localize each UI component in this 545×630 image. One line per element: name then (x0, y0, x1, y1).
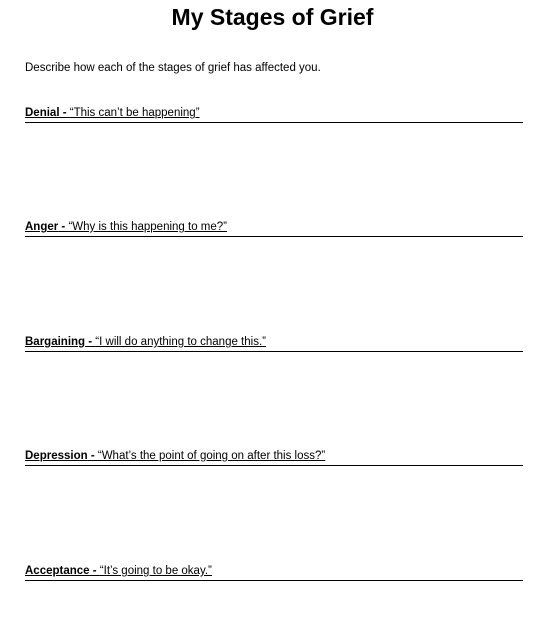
stage-acceptance-quote: “It’s going to be okay.” (99, 565, 212, 577)
stage-anger-separator: - (58, 221, 69, 233)
stage-denial-separator: - (59, 107, 70, 119)
stage-denial-name: Denial (25, 107, 60, 119)
stage-anger-line (25, 220, 523, 237)
stage-depression-line (25, 449, 523, 466)
stage-acceptance-name: Acceptance (25, 565, 90, 577)
stage-acceptance-prompt (25, 564, 212, 579)
stage-bargaining-name: Bargaining (25, 336, 86, 348)
stage-depression-quote: “What’s the point of going on after this loss?” (97, 450, 326, 462)
stage-bargaining-separator: - (85, 336, 96, 348)
instructions-text: Describe how each of the stages of grief has affected you. (25, 62, 321, 74)
stage-acceptance-separator: - (89, 565, 100, 577)
stage-depression-separator: - (87, 450, 98, 462)
stage-denial-prompt (25, 106, 200, 121)
stage-denial-quote: “This can’t be happening” (69, 107, 200, 119)
stage-bargaining-quote: “I will do anything to change this.” (95, 336, 266, 348)
stage-depression-name: Depression (25, 450, 88, 462)
stage-depression-prompt (25, 449, 325, 464)
stage-anger-name: Anger (25, 221, 59, 233)
stage-denial-line (25, 106, 523, 123)
stage-anger-quote: “Why is this happening to me?” (68, 221, 227, 233)
stage-anger-prompt (25, 220, 227, 235)
stage-bargaining-line (25, 335, 523, 352)
page-title: My Stages of Grief (171, 4, 374, 30)
stage-bargaining-prompt (25, 335, 266, 350)
stage-acceptance-line (25, 564, 523, 581)
